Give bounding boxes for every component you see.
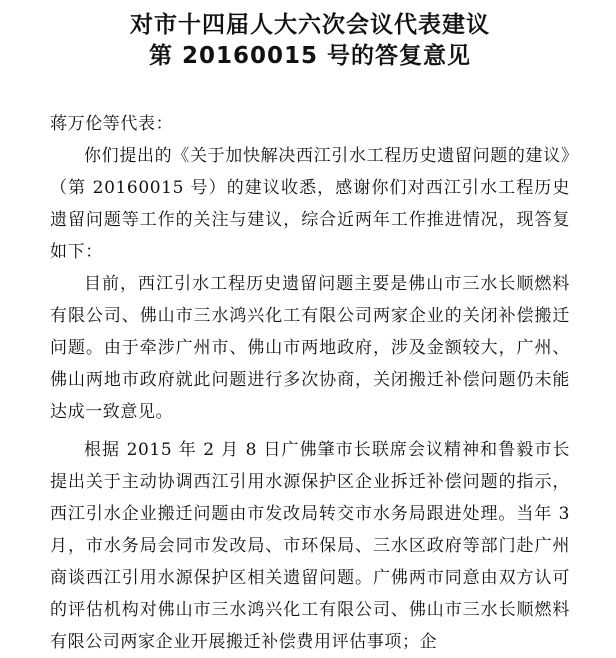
document-body — [50, 108, 570, 658]
title-line-2: 第 20160015 号的答复意见 — [148, 43, 472, 69]
salutation: 蒋万伦等代表： — [50, 114, 174, 134]
paragraph-3: 根据 2015 年 2 月 8 日广佛肇市长联席会议精神和鲁毅市长提出关于主动协调西江引用水源保护区企业拆迁补偿问题的指示，西江引水企业搬迁问题由市发改局转交市水务局跟进处理。当年 3 月，市水务局会同市发改局、市环保局、三水区政府等部门赴广州商谈西江引用水源保护区相关遗留问题。广佛两市同意由双方认可的评估机构对佛山市三水鸿兴化工有限公司、佛山市三水长顺燃料有限公司两家企业开展搬迁补偿费用评估事项；企 — [50, 440, 570, 652]
title-line-1: 对市十四届人大六次会议代表建议 — [130, 12, 490, 38]
paragraph-2: 目前，西江引水工程历史遗留问题主要是佛山市三水长顺燃料有限公司、佛山市三水鸿兴化工有限公司两家企业的关闭补偿搬迁问题。由于牵涉广州市、佛山市两地政府，涉及金额较大，广州、佛山两地市政府就此问题进行多次协商，关闭搬迁补偿问题仍未能达成一致意见。 — [50, 274, 570, 422]
paragraph-1: 你们提出的《关于加快解决西江引水工程历史遗留问题的建议》（第 20160015 号）的建议收悉，感谢你们对西江引水工程历史遗留问题等工作的关注与建议，综合近两年工作推进情况，现答复如下： — [50, 146, 570, 262]
document-title — [50, 10, 570, 72]
